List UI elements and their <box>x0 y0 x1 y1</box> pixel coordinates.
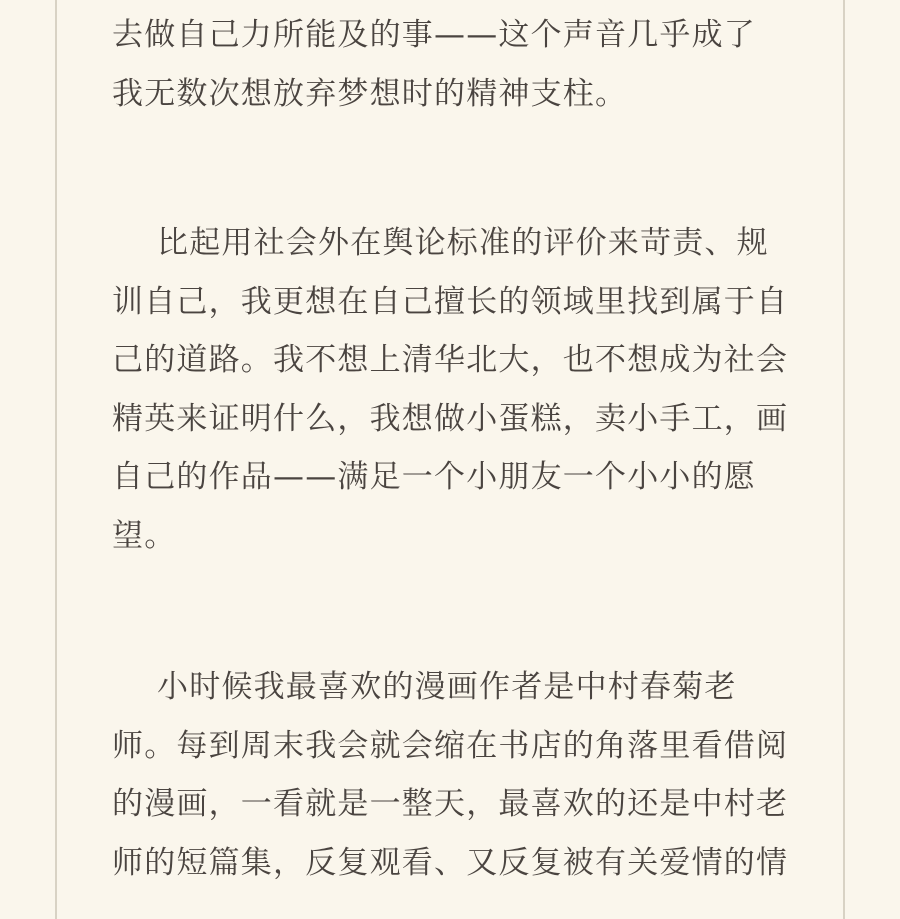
text-line: 望。 <box>112 517 177 554</box>
text-line: 自己的作品——满足一个小朋友一个小小的愿 <box>112 459 756 495</box>
text-line: 精英来证明什么，我想做小蛋糕，卖小手工，画 <box>112 400 789 437</box>
right-border-line <box>843 0 845 919</box>
paragraph-spacer <box>112 565 792 658</box>
paragraph-spacer <box>112 123 792 214</box>
left-border-line <box>55 0 57 919</box>
text-line: 小时候我最喜欢的漫画作者是中村春菊老 <box>157 669 737 705</box>
text-line: 的漫画，一看就是一整天，最喜欢的还是中村老 <box>112 786 789 822</box>
article-content <box>112 6 792 892</box>
text-line: 去做自己力所能及的事——这个声音几乎成了 <box>112 17 756 53</box>
paragraph-3 <box>112 658 792 892</box>
paragraph-2 <box>112 214 792 565</box>
text-line: 师。每到周末我会就会缩在书店的角落里看借阅 <box>112 727 789 764</box>
paragraph-1 <box>112 6 792 123</box>
text-line: 师的短篇集，反复观看、又反复被有关爱情的情 <box>112 844 789 881</box>
text-line: 己的道路。我不想上清华北大，也不想成为社会 <box>112 342 789 378</box>
text-line: 我无数次想放弃梦想时的精神支柱。 <box>112 75 628 112</box>
text-line: 比起用社会外在舆论标准的评价来苛责、规 <box>157 225 769 261</box>
text-line: 训自己，我更想在自己擅长的领域里找到属于自 <box>112 283 789 320</box>
